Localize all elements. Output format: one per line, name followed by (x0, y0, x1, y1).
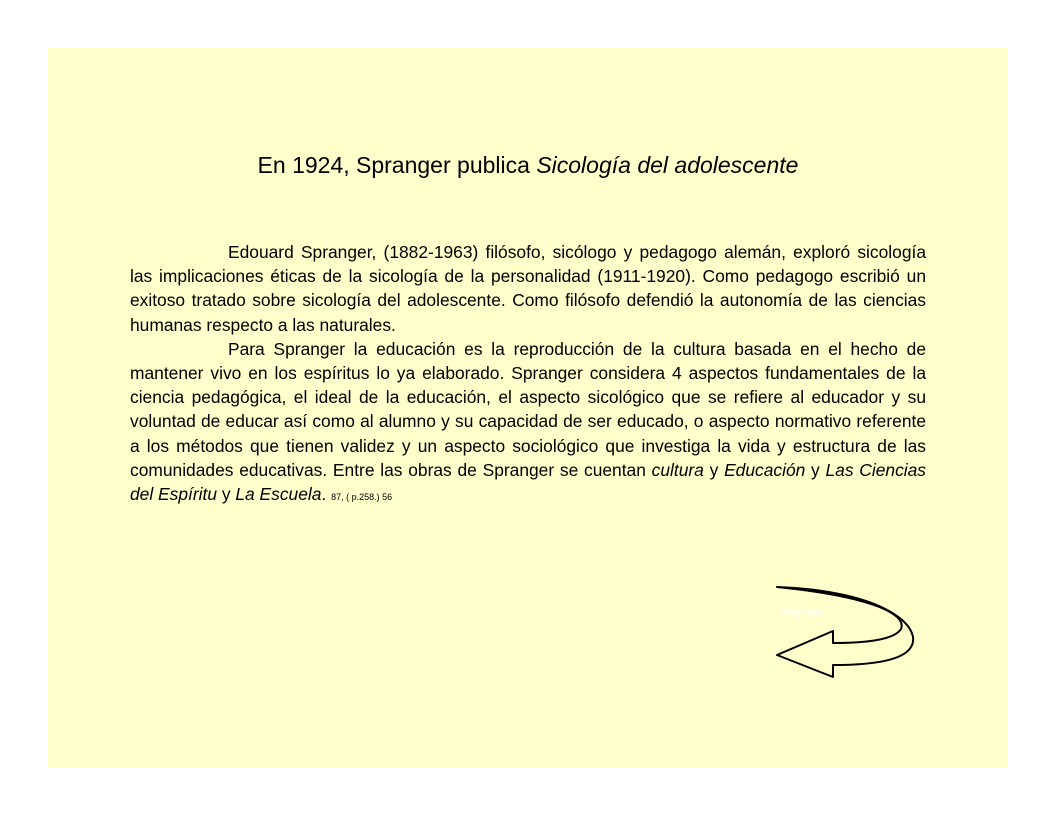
sentence-end: . (321, 484, 332, 505)
return-arrow-icon (775, 585, 915, 681)
conjunction: y (217, 484, 236, 505)
conjunction: y (703, 459, 725, 480)
slide-title (48, 152, 1008, 179)
title-book-name: Sicología del adolescente (536, 152, 799, 178)
citation: 87, ( p.258.) 56 (331, 492, 393, 503)
paragraph-1: Edouard Spranger, (1882-1963) filósofo, sicólogo y pedagogo alemán, exploró sicología las implicaciones éticas de la sicología de la personalidad (1911-1920). Como pedagogo escribió un exitoso tratado sobre sicología del adolescente. Como filósofo defendió la autonomía de las ciencias humanas respecto a las naturales. (130, 242, 926, 335)
work-ciencias-espiritu: Las Ciencias del Espíritu (130, 459, 927, 505)
work-la-escuela: La Escuela (235, 484, 322, 505)
conjunction: y (805, 459, 826, 480)
paragraph-2-text: Para Spranger la educación es la reproducción de la cultura basada en el hecho de mantener vivo en los espíritus lo ya elaborado. Spranger considera 4 aspectos fundamentales de la ciencia pedagógica, el ideal de la educación, el aspecto sicológico que se refiere al educador y su voluntad de educar así como al alumno y su capacidad de ser educado, o aspecto normativo referente a los métodos que tienen validez y un aspecto sociológico que investiga la vida y estructura de las comunidades educativas. Entre las obras de Spranger se cuentan (130, 338, 926, 480)
title-prefix: En 1924, Spranger publica (257, 152, 537, 178)
work-cultura: cultura (651, 459, 704, 480)
body-text (130, 240, 926, 509)
return-link-label[interactable]: Regreso (780, 607, 822, 619)
return-button[interactable] (775, 585, 915, 681)
work-educacion: Educación (724, 459, 806, 480)
paragraph-2 (130, 337, 926, 509)
